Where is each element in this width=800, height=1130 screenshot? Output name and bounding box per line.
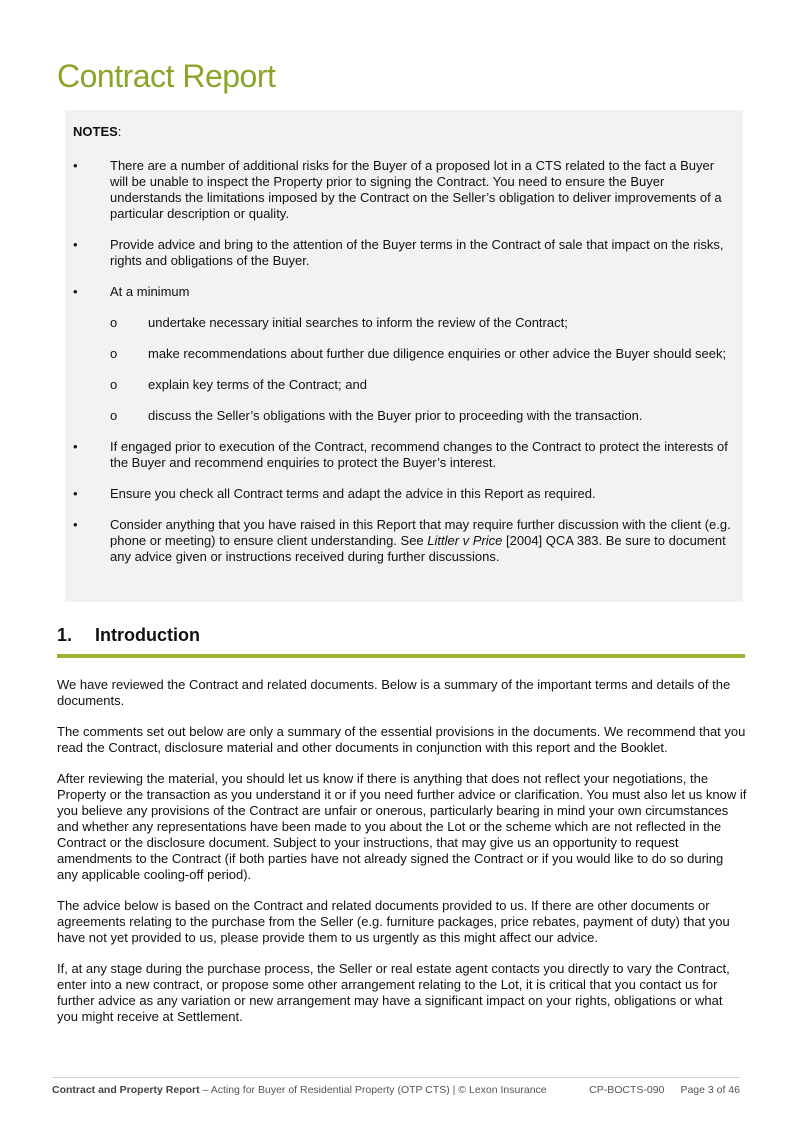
body-paragraph: The advice below is based on the Contract and related documents provided to us. If there are other documents or agreements relating to the purchase from the Seller (e.g. furniture packages, price rebates, payment of duty) that you have not yet provided to us, please provide them to us urgently as this might affect our advice. [57, 898, 730, 945]
notes-heading-label: NOTES [73, 124, 118, 139]
footer-doc-title: Contract and Property Report [52, 1084, 200, 1096]
sub-bullet-icon: o [110, 346, 118, 361]
section-number: 1. [57, 625, 73, 645]
sub-bullet-icon: o [110, 408, 118, 423]
notes-sublist [110, 315, 735, 424]
section-title: Introduction [95, 625, 200, 645]
notes-subitem-text: undertake necessary initial searches to inform the review of the Contract; [148, 315, 568, 330]
sub-bullet-icon: o [110, 315, 118, 330]
notes-item [73, 237, 735, 269]
notes-heading-colon: : [117, 124, 122, 139]
section-heading [57, 625, 745, 658]
footer-left [52, 1084, 547, 1096]
page-footer [52, 1077, 740, 1096]
footer-doc-subtitle: – Acting for Buyer of Residential Property (OTP CTS) | © Lexon Insurance [199, 1084, 547, 1096]
footer-doc-code: CP-BOCTS-090 [589, 1084, 665, 1096]
notes-item [73, 439, 735, 471]
bullet-icon: • [73, 158, 78, 173]
notes-item-text: Ensure you check all Contract terms and adapt the advice in this Report as required. [110, 486, 596, 501]
notes-item [73, 517, 735, 565]
notes-item-text: Provide advice and bring to the attention of the Buyer terms in the Contract of sale that impact on the risks, rights and obligations of the Buyer. [110, 237, 724, 268]
notes-subitem [110, 315, 735, 331]
case-citation: Littler v Price [427, 533, 503, 548]
notes-item-text: If engaged prior to execution of the Contract, recommend changes to the Contract to protect the interests of the Buyer and recommend enquiries to protect the Buyer’s interest. [110, 439, 728, 470]
notes-subitem [110, 377, 735, 393]
footer-page-number: Page 3 of 46 [680, 1084, 740, 1096]
notes-item-text: At a minimum [110, 284, 190, 299]
sub-bullet-icon: o [110, 377, 118, 392]
body-paragraph: After reviewing the material, you should let us know if there is anything that does not reflect your negotiations, the Property or the transaction as you understand it or if you need further advice or clarification. You must also let us know if you believe any provisions of the Contract are unfair or onerous, particularly bearing in mind your own circumstances and whether any representations have been made to you about the Lot or the scheme which are not reflected in the Contract or the disclosure document. Subject to your instructions, that may give us an opportunity to request amendments to the Contract (if both parties have not already signed the Contract or if you would like to do so during any applicable cooling-off period). [57, 771, 747, 882]
notes-subitem-text: explain key terms of the Contract; and [148, 377, 367, 392]
section-body [57, 677, 747, 1040]
notes-subitem [110, 408, 735, 424]
footer-right [589, 1084, 740, 1096]
notes-item-text-end: [2004] QCA 383. Be sure to document any advice given or instructions received during further discussions. [110, 533, 726, 564]
notes-item [73, 284, 735, 424]
notes-subitem-text: discuss the Seller’s obligations with the Buyer prior to proceeding with the transaction. [148, 408, 643, 423]
notes-box [65, 110, 743, 602]
bullet-icon: • [73, 517, 78, 532]
body-paragraph: We have reviewed the Contract and related documents. Below is a summary of the important terms and details of the documents. [57, 677, 731, 708]
body-paragraph: The comments set out below are only a summary of the essential provisions in the documents. We recommend that you read the Contract, disclosure material and other documents in conjunction with this report and the Booklet. [57, 724, 746, 755]
notes-item-text-start: Consider anything that you have raised in this Report that may require further discussion with the client (e.g. phone or meeting) to ensure client understanding. See [110, 517, 731, 548]
bullet-icon: • [73, 284, 78, 299]
notes-heading [73, 124, 735, 139]
notes-list [73, 158, 735, 565]
notes-subitem [110, 346, 735, 362]
body-paragraph: If, at any stage during the purchase process, the Seller or real estate agent contacts you directly to vary the Contract, enter into a new contract, or propose some other arrangement relating to the Lot, it is critical that you contact us for further advice as any variation or new arrangement may have a significant impact on your rights, obligations or what you might receive at Settlement. [57, 961, 730, 1024]
notes-subitem-text: make recommendations about further due diligence enquiries or other advice the Buyer should seek; [148, 346, 727, 361]
page-title: Contract Report [57, 58, 276, 94]
bullet-icon: • [73, 439, 78, 454]
notes-item [73, 158, 735, 222]
notes-item-text [110, 517, 731, 564]
bullet-icon: • [73, 237, 78, 252]
notes-item-text: There are a number of additional risks for the Buyer of a proposed lot in a CTS related to the fact a Buyer will be unable to inspect the Property prior to signing the Contract. You need to ensure the Buyer understands the limitations imposed by the Contract on the Seller’s obligation to deliver improvements of a particular description or quality. [110, 158, 722, 221]
bullet-icon: • [73, 486, 78, 501]
notes-item [73, 486, 735, 502]
